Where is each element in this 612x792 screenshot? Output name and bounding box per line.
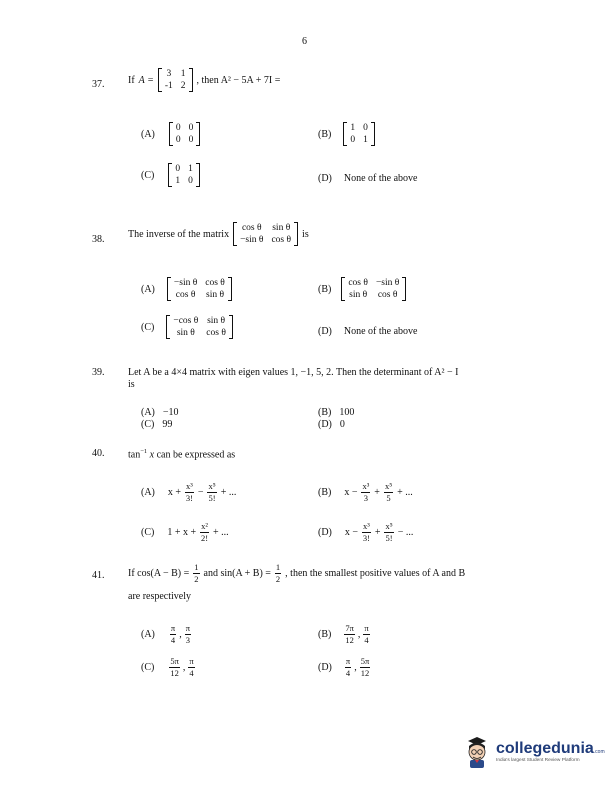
fraction: $\frac{\pi}{4}$ [189, 656, 194, 678]
q37-option-c-matrix: 0 1 1 0 [168, 163, 200, 187]
logo-tagline: India's largest Student Review Platform [496, 757, 580, 763]
logo-suffix: .com [593, 748, 605, 755]
option-text: −10 [162, 407, 179, 418]
q41-option-a[interactable]: (A) $\frac{\pi}{4}$ , $\frac{\pi}{3}$ [141, 623, 190, 645]
fraction: $\frac{\text{x³}}{3}$ [362, 481, 370, 503]
q38-option-c-matrix: −cos θ sin θ sin θ cos θ [166, 315, 233, 339]
option-text: 100 [339, 407, 355, 418]
q38-option-a-matrix: −sin θ cos θ cos θ sin θ [167, 277, 232, 301]
fraction: $\frac{\pi}{4}$ [170, 623, 176, 645]
option-label: (B) [318, 628, 332, 640]
option-label: (C) [141, 321, 155, 333]
q37-option-a[interactable] [141, 122, 200, 146]
option-label: (D) [318, 419, 332, 430]
option-label: (B) [318, 407, 332, 418]
option-label: (A) [141, 486, 155, 498]
mascot-icon [462, 735, 492, 769]
option-label: (A) [141, 283, 155, 295]
q37-var-a: A = [138, 74, 154, 86]
fraction: $\frac{5\pi}{12}$ [170, 656, 179, 678]
q38-prefix: The inverse of the matrix [128, 228, 230, 240]
fraction: $\frac{\pi}{4}$ [364, 623, 369, 645]
option-label: (D) [318, 173, 332, 184]
q37-stem [128, 68, 280, 92]
q40-option-c[interactable]: (C) 1 + x + $\frac{\text{x²}}{2!}$ + ... [141, 521, 229, 543]
q39-option-a[interactable] [141, 407, 179, 418]
fraction: $\frac{7\pi}{12}$ [345, 623, 354, 645]
option-label: (D) [318, 661, 332, 673]
fraction: $\frac{1}{2}$ [194, 562, 199, 584]
q38-number: 38. [92, 234, 105, 245]
q37-option-b[interactable] [318, 122, 375, 146]
option-label: (C) [141, 169, 155, 181]
q38-option-b[interactable] [318, 277, 406, 301]
option-label: (A) [141, 128, 155, 140]
logo-name: collegedunia [496, 739, 594, 757]
q41-option-d[interactable]: (D) $\frac{\pi}{4}$ , $\frac{5\pi}{12}$ [318, 656, 370, 678]
option-text: 0 [339, 419, 345, 430]
fraction: $\frac{\text{x⁵}}{5!}$ [208, 481, 216, 503]
fraction: $\frac{5\pi}{12}$ [360, 656, 370, 678]
q37-option-b-matrix: 1 0 0 1 [343, 122, 375, 146]
q39-line2: is [128, 379, 135, 390]
option-label: (A) [141, 628, 155, 640]
fraction: $\frac{\text{x³}}{3!}$ [362, 521, 370, 543]
fraction: $\frac{\text{x⁵}}{5!}$ [385, 521, 393, 543]
q39-line1: Let A be a 4×4 matrix with eigen values 1, −1, 5, 2. Then the determinant of A² − I [128, 367, 459, 378]
q40-sup: −1 [140, 448, 148, 455]
fraction: $\frac{\text{x²}}{2!}$ [200, 521, 209, 543]
option-label: (D) [318, 526, 332, 538]
option-label: (B) [318, 486, 332, 498]
q40-rest: can be expressed as [156, 449, 236, 461]
q40-stem [128, 448, 235, 460]
option-label: (D) [318, 326, 332, 337]
page-number: 6 [302, 36, 307, 47]
q40-var: x [149, 449, 155, 461]
q38-option-d[interactable] [318, 326, 417, 337]
option-text: None of the above [343, 173, 418, 184]
fraction: $\frac{\pi}{3}$ [185, 623, 190, 645]
option-label: (B) [318, 283, 332, 295]
q41-option-c[interactable]: (C) $\frac{5\pi}{12}$ , $\frac{\pi}{4}$ [141, 656, 194, 678]
q40-option-a[interactable]: (A) x + $\frac{\text{x³}}{3!}$ − $\frac{\text{x⁵}}{5!}$ + ... [141, 481, 237, 503]
q38-option-b-matrix: cos θ −sin θ sin θ cos θ [341, 277, 406, 301]
q37-suffix: , then A² − 5A + 7I = [196, 74, 281, 86]
q39-option-c[interactable] [141, 419, 172, 430]
q38-option-a[interactable] [141, 277, 232, 301]
fraction: $\frac{\pi}{4}$ [345, 656, 351, 678]
q37-option-a-matrix: 0 0 0 0 [169, 122, 201, 146]
option-label: (B) [318, 128, 332, 140]
q40-option-b[interactable]: (B) x − $\frac{\text{x³}}{3}$ + $\frac{\text{x⁵}}{5}$ + ... [318, 481, 413, 503]
option-label: (A) [141, 407, 155, 418]
option-text: None of the above [343, 326, 418, 337]
option-label: (C) [141, 661, 155, 673]
option-text: 99 [162, 419, 173, 430]
q39-number: 39. [92, 367, 105, 378]
q41-line2: are respectively [128, 591, 192, 602]
q37-option-d[interactable] [318, 173, 417, 184]
q40-option-d[interactable]: (D) x − $\frac{\text{x³}}{3!}$ + $\frac{\text{x⁵}}{5!}$ − ... [318, 521, 414, 543]
option-label: (C) [141, 526, 155, 538]
fraction: $\frac{\text{x³}}{3!}$ [185, 481, 193, 503]
collegedunia-logo[interactable] [462, 735, 605, 769]
q38-suffix: is [302, 228, 309, 240]
q37-number: 37. [92, 79, 105, 90]
fraction: $\frac{1}{2}$ [275, 562, 281, 584]
q40-base: tan [128, 449, 141, 461]
q41-option-b[interactable]: (B) $\frac{7\pi}{12}$ , $\frac{\pi}{4}$ [318, 623, 369, 645]
q41-stem: If cos(A − B) = $\frac{1}{2}$ and sin(A + B) = $\frac{1}{2}$ , then the smallest positive values of A and B [128, 562, 466, 584]
option-label: (C) [141, 419, 155, 430]
q37-matrix: 3 1 -1 2 [158, 68, 193, 92]
q39-option-d[interactable] [318, 419, 345, 430]
q38-matrix: cos θ sin θ −sin θ cos θ [233, 222, 298, 246]
q37-prefix: If [128, 74, 135, 86]
q38-option-c[interactable] [141, 315, 233, 339]
q41-number: 41. [92, 570, 105, 581]
q37-option-c[interactable] [141, 163, 200, 187]
q40-number: 40. [92, 448, 105, 459]
q39-option-b[interactable] [318, 407, 354, 418]
fraction: $\frac{\text{x⁵}}{5}$ [384, 481, 393, 503]
q38-stem [128, 222, 309, 246]
